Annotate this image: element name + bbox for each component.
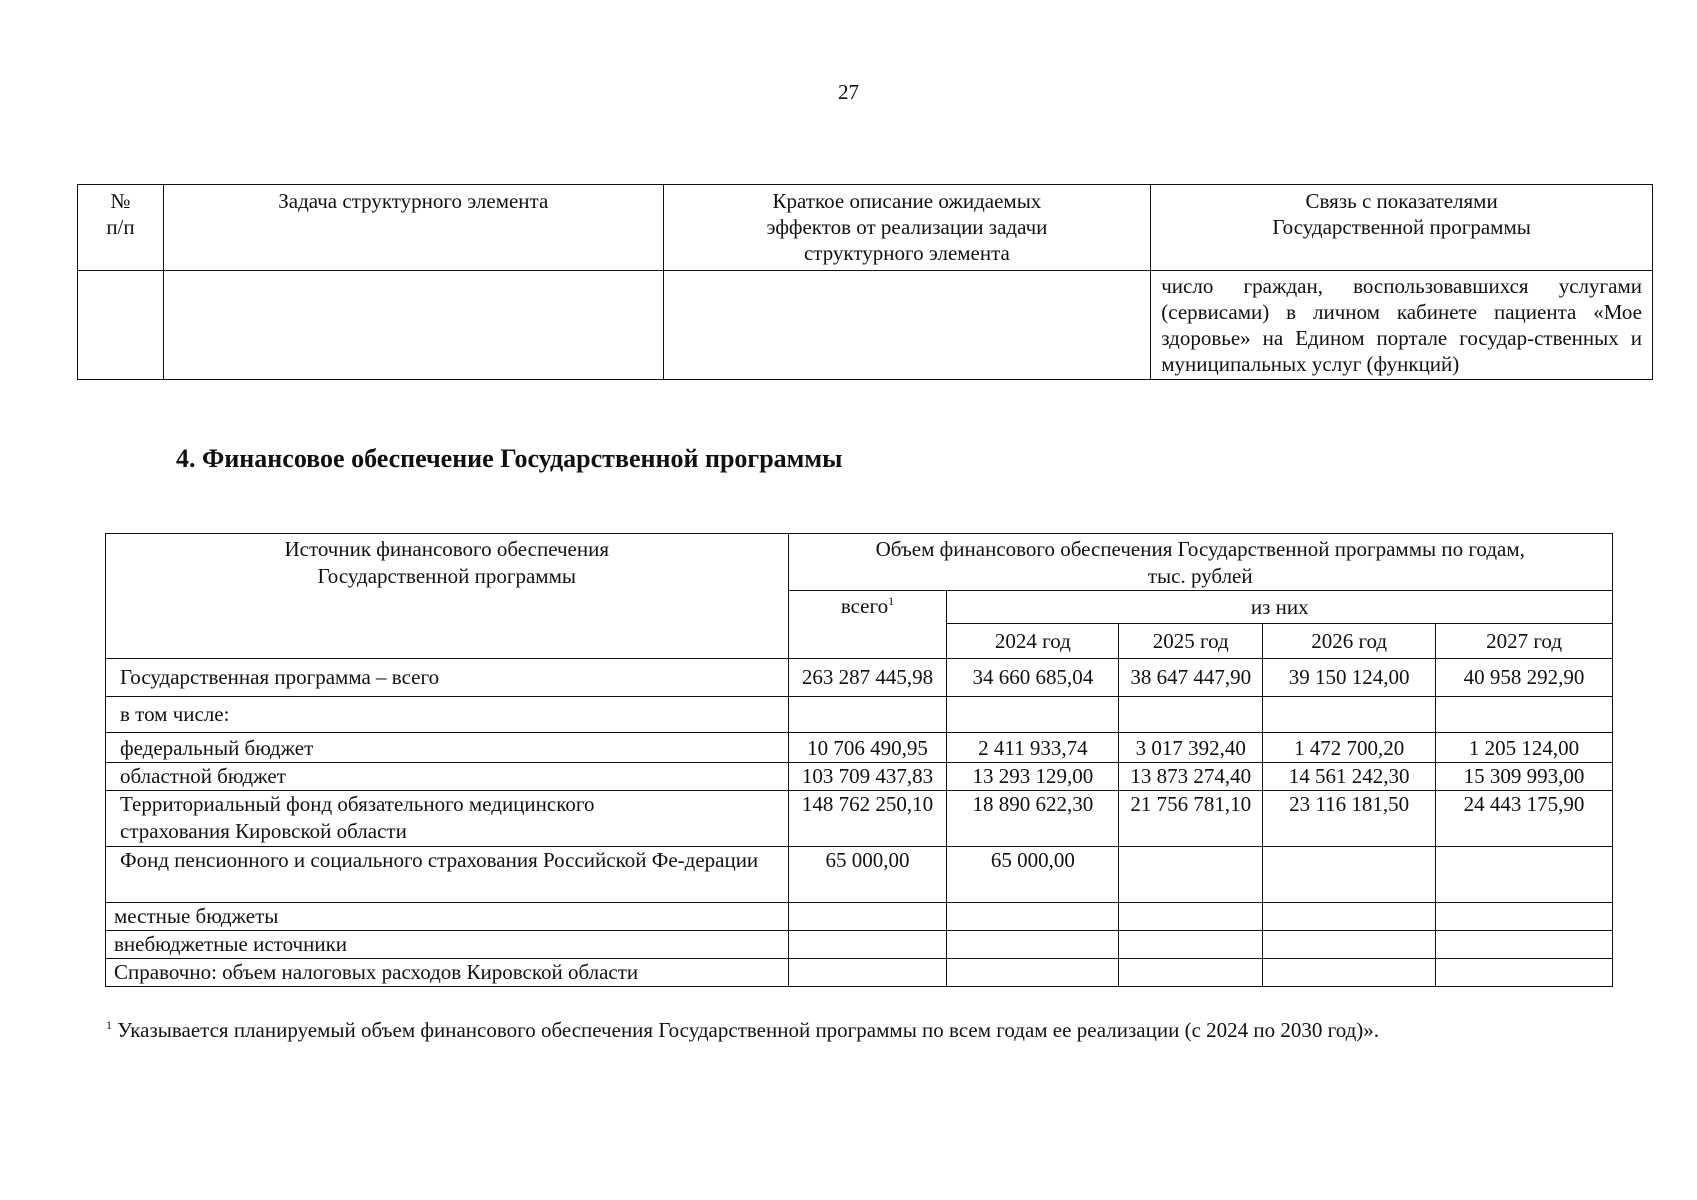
table-row xyxy=(106,903,1613,931)
table1-header-row xyxy=(78,185,1653,271)
row-source: Справочно: объем налоговых расходов Кировской области xyxy=(106,959,789,987)
row-value-2025 xyxy=(1119,697,1263,733)
row-value-2024 xyxy=(947,931,1119,959)
row-value-2025 xyxy=(1119,931,1263,959)
row-value-2025 xyxy=(1119,847,1263,903)
row-value-2024 xyxy=(947,903,1119,931)
row-value-2026 xyxy=(1263,903,1436,931)
page-number: 27 xyxy=(838,80,859,104)
header-total-footnote-mark: 1 xyxy=(888,594,895,608)
footnote-text: Указывается планируемый объем финансового обеспечения Государственной программы по всем годам ее реализации (с 2024 по 2030 год)». xyxy=(112,1018,1380,1042)
row-source: областной бюджет xyxy=(106,763,789,791)
table-row xyxy=(106,931,1613,959)
row-value-2025: 21 756 781,10 xyxy=(1119,791,1263,847)
table1-cell-description xyxy=(663,271,1151,380)
row-total: 263 287 445,98 xyxy=(788,659,947,697)
row-value-2024: 13 293 129,00 xyxy=(947,763,1119,791)
header-source-line1: Источник финансового обеспечения xyxy=(284,537,610,561)
row-source: Государственная программа – всего xyxy=(106,659,789,697)
table2-header-year-2024: 2024 год xyxy=(947,624,1119,659)
table2-header-year-2026: 2026 год xyxy=(1263,624,1436,659)
header-num-line1: № xyxy=(110,189,131,213)
row-value-2027 xyxy=(1436,959,1613,987)
row-value-2026 xyxy=(1263,959,1436,987)
table-row xyxy=(106,959,1613,987)
table1-cell-num xyxy=(78,271,164,380)
row-value-2027: 15 309 993,00 xyxy=(1436,763,1613,791)
row-value-2024: 2 411 933,74 xyxy=(947,733,1119,763)
table-row xyxy=(106,733,1613,763)
row-total xyxy=(788,931,947,959)
header-volume-line1: Объем финансового обеспечения Государственной программы по годам, xyxy=(875,537,1525,561)
header-desc-line3: структурного элемента xyxy=(803,241,1010,265)
table2-header-of-them: из них xyxy=(947,591,1613,624)
footnote-marker: 1 xyxy=(106,1018,112,1032)
row-value-2026: 39 150 124,00 xyxy=(1263,659,1436,697)
header-link-line1: Связь с показателями xyxy=(1305,189,1498,213)
row-value-2026: 14 561 242,30 xyxy=(1263,763,1436,791)
row-value-2026 xyxy=(1263,697,1436,733)
row-total: 148 762 250,10 xyxy=(788,791,947,847)
row-total xyxy=(788,959,947,987)
header-desc-line1: Краткое описание ожидаемых xyxy=(772,189,1042,213)
table2-header-source xyxy=(106,534,789,659)
table1-cell-link: число граждан, воспользовавшихся услугами (сервисами) в личном кабинете пациента «Мое здоровье» на Едином портале государ-ственных и муниципальных услуг (функций) xyxy=(1151,271,1653,380)
header-task-line1: Задача структурного элемента xyxy=(278,189,549,213)
table-row xyxy=(106,791,1613,847)
row-value-2024 xyxy=(947,959,1119,987)
row-source: федеральный бюджет xyxy=(106,733,789,763)
table2-header-year-2025: 2025 год xyxy=(1119,624,1263,659)
row-value-2024: 34 660 685,04 xyxy=(947,659,1119,697)
row-source: внебюджетные источники xyxy=(106,931,789,959)
row-value-2027: 40 958 292,90 xyxy=(1436,659,1613,697)
row-value-2025 xyxy=(1119,959,1263,987)
table-row xyxy=(106,697,1613,733)
row-total xyxy=(788,697,947,733)
header-num-line2: п/п xyxy=(106,215,135,239)
structural-elements-table xyxy=(77,184,1653,380)
row-source xyxy=(106,791,789,847)
table2-header-total xyxy=(788,591,947,659)
row-total: 10 706 490,95 xyxy=(788,733,947,763)
table1-header-task xyxy=(163,185,663,271)
row-total: 103 709 437,83 xyxy=(788,763,947,791)
row-value-2024: 65 000,00 xyxy=(947,847,1119,903)
row-total xyxy=(788,903,947,931)
row-value-2024 xyxy=(947,697,1119,733)
table-row xyxy=(106,763,1613,791)
row-value-2026: 23 116 181,50 xyxy=(1263,791,1436,847)
header-total-label: всего xyxy=(840,594,889,618)
row-value-2027 xyxy=(1436,847,1613,903)
row-value-2027: 1 205 124,00 xyxy=(1436,733,1613,763)
row-total: 65 000,00 xyxy=(788,847,947,903)
table1-cell-task xyxy=(163,271,663,380)
row-value-2027: 24 443 175,90 xyxy=(1436,791,1613,847)
row-value-2027 xyxy=(1436,903,1613,931)
footnote xyxy=(106,1018,1379,1043)
table1-header-link xyxy=(1151,185,1653,271)
table1-header-num xyxy=(78,185,164,271)
table2-header-volume xyxy=(788,534,1613,591)
row-value-2024: 18 890 622,30 xyxy=(947,791,1119,847)
row-value-2026 xyxy=(1263,931,1436,959)
table-row xyxy=(106,847,1613,903)
row-source: местные бюджеты xyxy=(106,903,789,931)
table1-header-description xyxy=(663,185,1151,271)
header-desc-line2: эффектов от реализации задачи xyxy=(766,215,1048,239)
row-value-2027 xyxy=(1436,931,1613,959)
row-value-2026: 1 472 700,20 xyxy=(1263,733,1436,763)
row-value-2027 xyxy=(1436,697,1613,733)
financing-table xyxy=(105,533,1613,987)
row-value-2025 xyxy=(1119,903,1263,931)
row-source: в том числе: xyxy=(106,697,789,733)
row-value-2025: 13 873 274,40 xyxy=(1119,763,1263,791)
row-value-2025: 3 017 392,40 xyxy=(1119,733,1263,763)
table2-header-row-1 xyxy=(106,534,1613,591)
section-title: 4. Финансовое обеспечение Государственной программы xyxy=(176,444,843,473)
header-link-line2: Государственной программы xyxy=(1272,215,1531,239)
row-value-2025: 38 647 447,90 xyxy=(1119,659,1263,697)
row-value-2026 xyxy=(1263,847,1436,903)
header-source-line2: Государственной программы xyxy=(317,564,576,588)
table-row xyxy=(106,659,1613,697)
row-source: Фонд пенсионного и социального страхования Российской Фе-дерации xyxy=(106,847,789,903)
table-row xyxy=(78,271,1653,380)
row-source-text: Территориальный фонд обязательного медицинского страхования Кировской области xyxy=(120,792,595,843)
header-volume-line2: тыс. рублей xyxy=(1147,564,1253,588)
table2-header-year-2027: 2027 год xyxy=(1436,624,1613,659)
